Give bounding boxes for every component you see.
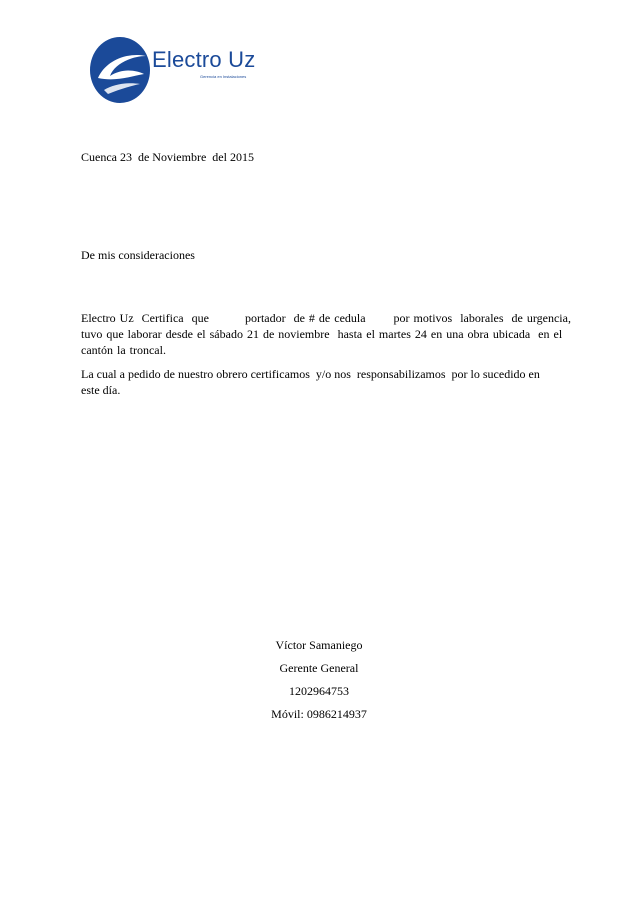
signer-id-number: 1202964753	[289, 684, 349, 698]
responsibility-paragraph	[81, 366, 551, 398]
signature-block	[219, 634, 419, 726]
paragraph-line: tuvo que laborar desde el sábado 21 de noviembre hasta el martes 24 en una obra ubicada en el	[81, 327, 563, 341]
logo-company-name: Electro Uz	[152, 47, 256, 72]
paragraph-line: cantón la troncal.	[81, 343, 166, 357]
certification-paragraph	[81, 310, 571, 358]
signer-name: Víctor Samaniego	[275, 638, 363, 652]
paragraph-line: La cual a pedido de nuestro obrero certificamos y/o nos responsabilizamos por lo sucedido en	[81, 367, 540, 381]
signer-mobile: Móvil: 0986214937	[271, 707, 367, 721]
signer-title: Gerente General	[279, 661, 359, 675]
paragraph-line: este día.	[81, 383, 121, 397]
letter-date: Cuenca 23 de Noviembre del 2015	[81, 150, 254, 164]
paragraph-line: Electro Uz Certifica que portador de # de cedula por motivos laborales de urgencia,	[81, 311, 571, 325]
letter-greeting: De mis consideraciones	[81, 248, 195, 262]
company-logo	[88, 34, 268, 106]
logo-tagline: Gerencia en Instalaciones	[200, 74, 247, 79]
logo-emblem-icon	[88, 34, 152, 106]
